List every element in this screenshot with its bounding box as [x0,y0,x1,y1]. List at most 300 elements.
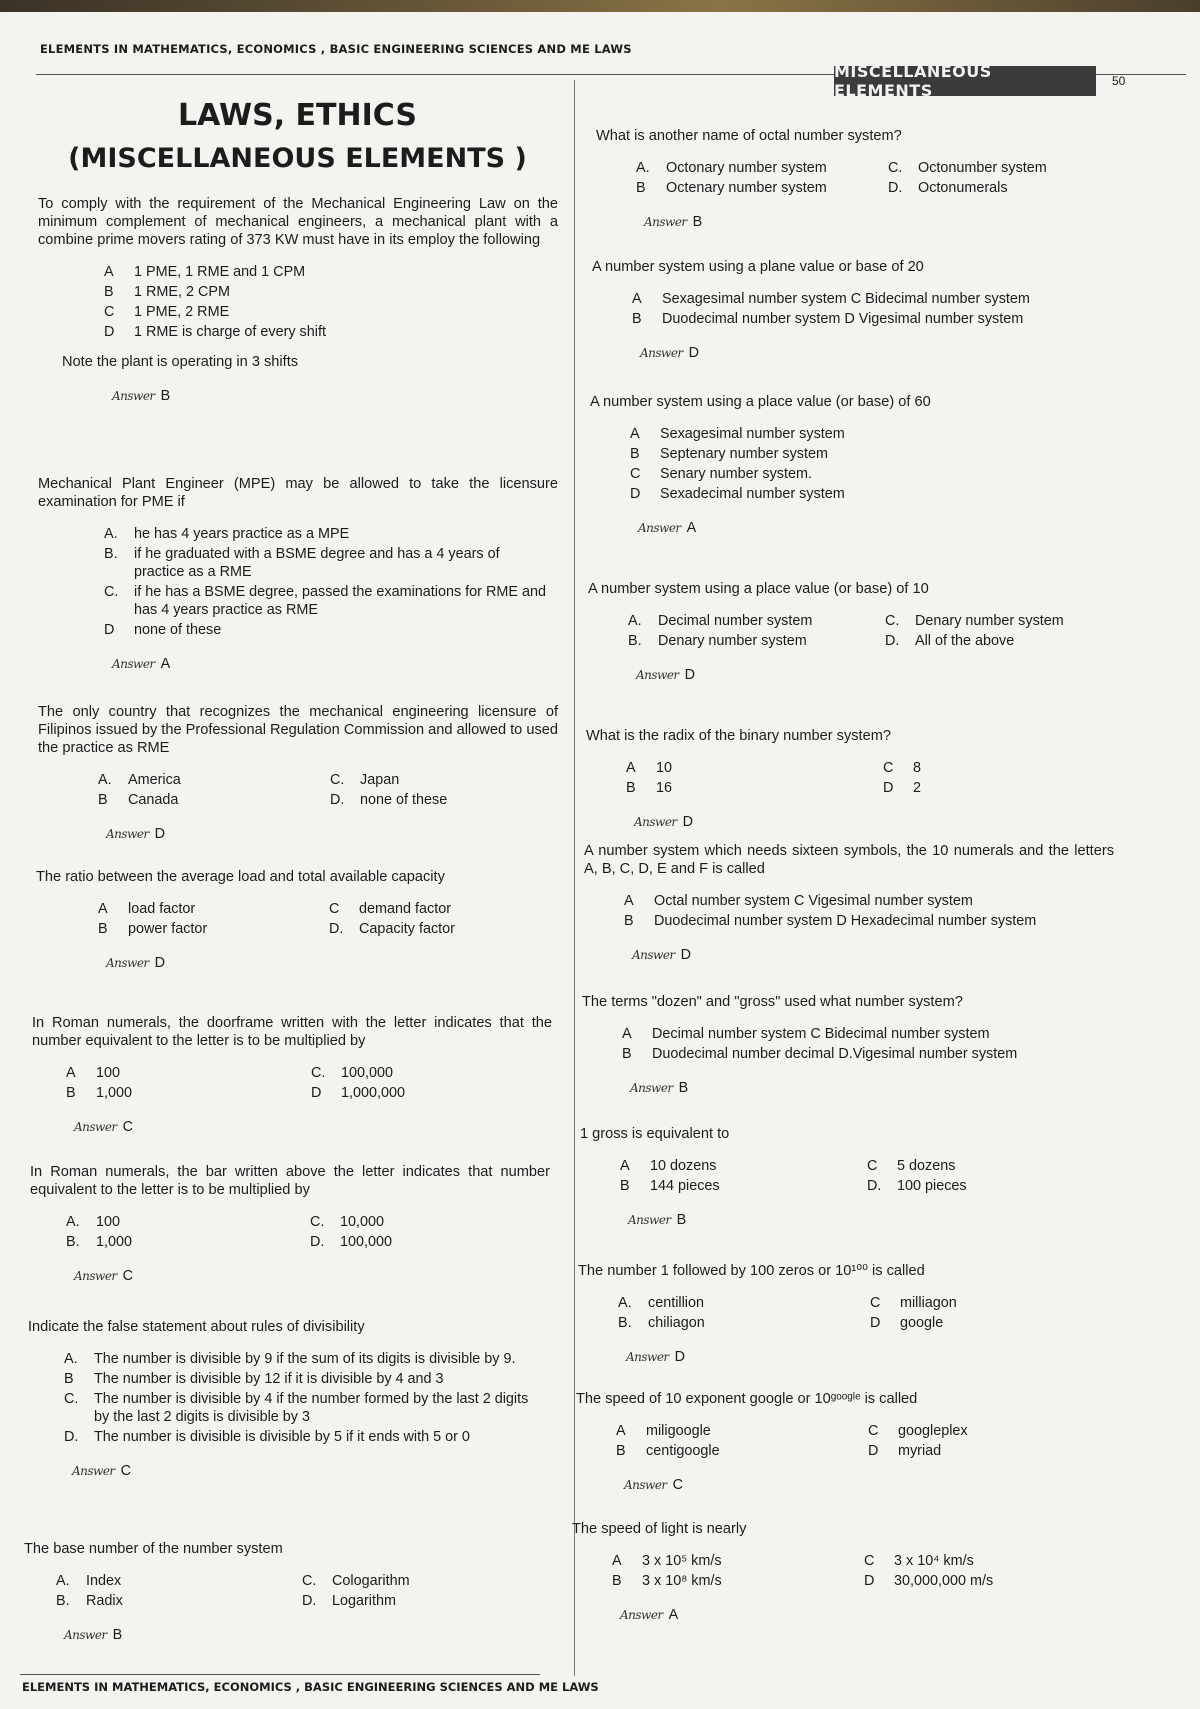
option-letter: C [630,466,641,482]
answer-letter: B [112,1627,123,1643]
option-text: Index [86,1573,122,1589]
option-4 [311,1084,542,1102]
option-2 [883,759,1126,777]
option-text: 144 pieces [650,1178,720,1194]
option-letter: A [626,760,636,776]
option-letter: D [104,324,115,340]
option-letter: D [630,486,641,502]
answer-key [624,1476,1116,1494]
option-text: Octonary number system [666,160,827,176]
option-text: 1,000 [96,1085,133,1101]
question-item [586,727,1136,831]
option-letter: A. [56,1573,70,1589]
answer-options [628,612,1128,650]
answer-key [638,519,1140,537]
answer-options [612,1552,1102,1590]
option-letter: D. [310,1234,325,1250]
option-4 [868,1442,1106,1460]
option-4 [64,1428,538,1446]
option-text: 10 dozens [650,1158,717,1174]
answer-letter: D [688,345,700,361]
answer-letter: D [154,955,166,971]
question-text: In Roman numerals, the bar written above the letter indicates that number equivalent to the letter is to be multiplied by [30,1164,550,1198]
option-2 [624,912,1104,930]
question-item [24,1540,544,1644]
option-text: Logarithm [332,1593,396,1609]
option-text: 3 x 10⁵ km/s [642,1553,722,1569]
top-edge-band [0,0,1200,12]
option-letter: B [620,1178,630,1194]
option-text: Octonumerals [918,180,1008,196]
option-3 [618,1314,856,1332]
option-text: 30,000,000 m/s [894,1573,994,1589]
answer-key [112,655,558,673]
question-item [590,393,1140,537]
question-item [572,1520,1112,1624]
option-letter: A [624,893,634,909]
option-2 [868,1422,1106,1440]
option-3 [630,465,1130,483]
option-text: 1 PME, 2 RME [134,304,230,320]
answer-label: Answer [112,657,155,671]
option-letter: B. [66,1234,80,1250]
option-text: Denary number system [915,613,1064,629]
option-text: Sexagesimal number system [660,426,845,442]
option-text: milliagon [900,1295,957,1311]
option-2 [632,310,1132,328]
option-letter: D. [64,1429,79,1445]
answer-key [74,1118,552,1136]
option-text: if he graduated with a BSME degree and has a 4 years of practice as a RME [134,546,500,580]
option-text: chiliagon [648,1315,705,1331]
option-text: googleplex [898,1423,968,1439]
answer-options [624,892,1104,930]
option-text: Duodecimal number decimal D.Vigesimal number system [652,1046,1018,1062]
option-text: 100 [96,1065,121,1081]
answer-options [56,1572,534,1610]
option-2 [864,1552,1102,1570]
option-4 [864,1572,1102,1590]
option-text: google [900,1315,944,1331]
answer-letter: A [686,520,697,536]
option-1 [632,290,1132,308]
answer-label: Answer [72,1464,115,1478]
option-text: if he has a BSME degree, passed the examinations for RME and has 4 years practice as RME [134,584,546,618]
answer-letter: D [680,947,692,963]
option-2 [104,545,548,581]
option-text: none of these [134,622,222,638]
answer-label: Answer [628,1213,671,1227]
option-text: America [128,772,181,788]
option-letter: B [616,1443,626,1459]
option-letter: C [870,1295,881,1311]
option-text: Japan [360,772,400,788]
option-letter: A. [64,1351,78,1367]
option-1 [56,1572,288,1590]
option-letter: B [626,780,636,796]
answer-key [72,1462,548,1480]
question-text: A number system using a place value (or base) of 60 [590,394,931,410]
option-letter: C [329,901,340,917]
answer-label: Answer [630,1081,673,1095]
option-letter: D [870,1315,881,1331]
option-text: load factor [128,901,196,917]
option-text: 100 pieces [897,1178,967,1194]
option-text: 100,000 [341,1065,394,1081]
option-3 [64,1390,538,1426]
option-letter: B. [628,633,642,649]
option-3 [98,791,316,809]
option-2 [329,900,546,918]
option-text: 1 RME, 2 CPM [134,284,230,300]
option-letter: B [64,1371,74,1387]
option-text: Duodecimal number system D Vigesimal number system [662,311,1024,327]
option-letter: B [104,284,114,300]
option-4 [867,1177,1100,1195]
answer-letter: D [674,1349,686,1365]
option-text: Cologarithm [332,1573,410,1589]
option-text: 3 x 10⁴ km/s [894,1553,974,1569]
question-text: A number system which needs sixteen symbols, the 10 numerals and the letters A, B, C, D, E and F is called [584,843,1114,877]
answer-label: Answer [624,1478,667,1492]
option-2 [867,1157,1100,1175]
option-text: The number is divisible by 9 if the sum of its digits is divisible by 9. [94,1351,516,1367]
option-text: Radix [86,1593,123,1609]
option-text: 8 [913,760,922,776]
option-letter: C [867,1158,878,1174]
option-text: Canada [128,792,179,808]
answer-options [622,1025,1102,1063]
option-1 [98,771,316,789]
answer-letter: B [160,388,171,404]
option-text: Decimal number system C Bidecimal number system [652,1026,990,1042]
option-letter: A. [66,1214,80,1230]
footer-rule [20,1674,540,1675]
question-text: What is the radix of the binary number system? [586,728,891,744]
question-item [36,868,556,972]
option-letter: A. [104,526,118,542]
option-text: centigoogle [646,1443,720,1459]
answer-key [64,1626,544,1644]
option-letter: A. [618,1295,632,1311]
option-text: 10 [656,760,673,776]
option-1 [618,1294,856,1312]
option-letter: C. [311,1065,326,1081]
option-text: 5 dozens [897,1158,956,1174]
option-letter: A [98,901,108,917]
option-3 [104,583,548,619]
answer-label: Answer [106,956,149,970]
option-1 [622,1025,1102,1043]
option-text: 1 RME is charge of every shift [134,324,326,340]
option-letter: A [66,1065,76,1081]
option-letter: B [630,446,640,462]
option-text: 1,000,000 [341,1085,406,1101]
option-text: Senary number system. [660,466,812,482]
option-4 [630,485,1130,503]
option-text: All of the above [915,633,1015,649]
option-text: 3 x 10⁸ km/s [642,1573,722,1589]
option-1 [104,525,548,543]
option-letter: D [868,1443,879,1459]
question-item [580,1125,1110,1229]
answer-options [104,263,548,341]
option-text: 1,000 [96,1234,133,1250]
option-letter: A. [636,160,650,176]
option-letter: D. [867,1178,882,1194]
option-1 [630,425,1130,443]
option-letter: B. [618,1315,632,1331]
option-letter: C. [302,1573,317,1589]
answer-key [630,1079,1112,1097]
question-item [38,195,558,405]
option-text: myriad [898,1443,942,1459]
question-text: The base number of the number system [24,1541,283,1557]
option-2 [622,1045,1102,1063]
answer-label: Answer [106,827,149,841]
option-4 [885,632,1128,650]
answer-key [106,954,556,972]
answer-letter: B [692,214,703,230]
answer-label: Answer [626,1350,669,1364]
option-1 [628,612,871,630]
question-text: What is another name of octal number system? [596,128,902,144]
option-letter: B [636,180,646,196]
question-item [32,1014,552,1136]
option-text: he has 4 years practice as a MPE [134,526,350,542]
option-2 [330,771,548,789]
answer-letter: C [122,1268,134,1284]
question-item [582,993,1112,1097]
question-text: The speed of light is nearly [572,1521,747,1537]
option-letter: A [616,1423,626,1439]
option-letter: B. [56,1593,70,1609]
option-text: miligoogle [646,1423,711,1439]
option-letter: C. [310,1214,325,1230]
answer-key [74,1267,550,1285]
option-text: 10,000 [340,1214,385,1230]
answer-label: Answer [634,815,677,829]
option-2 [302,1572,534,1590]
answer-letter: D [154,826,166,842]
option-text: power factor [128,921,208,937]
option-letter: C. [885,613,900,629]
question-note: Note the plant is operating in 3 shifts [62,354,299,370]
option-text: 16 [656,780,673,796]
question-text: 1 gross is equivalent to [580,1126,730,1142]
option-text: The number is divisible is divisible by 5 if it ends with 5 or 0 [94,1429,470,1445]
option-text: 1 PME, 1 RME and 1 CPM [134,264,306,280]
option-letter: A. [628,613,642,629]
answer-options [618,1294,1108,1332]
running-footer: ELEMENTS IN MATHEMATICS, ECONOMICS , BASIC ENGINEERING SCIENCES AND ME LAWS [22,1680,599,1694]
answer-key [112,387,558,405]
option-letter: A. [98,772,112,788]
answer-options [626,759,1126,797]
option-text: demand factor [359,901,451,917]
answer-key [634,813,1136,831]
answer-label: Answer [632,948,675,962]
option-2 [630,445,1130,463]
answer-label: Answer [638,521,681,535]
option-text: Octonumber system [918,160,1047,176]
option-text: The number is divisible by 4 if the number formed by the last 2 digits by the last 2 digits is divisible by 3 [94,1391,529,1425]
option-3 [616,1442,854,1460]
question-item [30,1163,550,1285]
option-4 [888,179,1126,197]
option-3 [56,1592,288,1610]
option-letter: B [624,913,634,929]
option-text: Sexadecimal number system [660,486,845,502]
option-letter: D. [330,792,345,808]
option-letter: D [104,622,115,638]
option-3 [636,179,874,197]
question-item [584,842,1114,964]
option-letter: D [864,1573,875,1589]
option-1 [624,892,1104,910]
section-tab: MISCELLANEOUS ELEMENTS [834,66,1096,96]
option-2 [311,1064,542,1082]
column-divider [574,80,575,1676]
option-text: 100,000 [340,1234,393,1250]
option-4 [302,1592,534,1610]
answer-key [626,1348,1118,1366]
answer-key [632,946,1114,964]
option-2 [885,612,1128,630]
answer-key [106,825,558,843]
option-3 [626,779,869,797]
option-letter: A [620,1158,630,1174]
option-1 [636,159,874,177]
answer-key [640,344,1142,362]
option-letter: A [632,291,642,307]
option-letter: C [864,1553,875,1569]
option-1 [104,263,548,281]
question-item [38,475,558,673]
question-text: Mechanical Plant Engineer (MPE) may be allowed to take the licensure examination for PME if [38,476,558,510]
option-text: none of these [360,792,448,808]
option-1 [616,1422,854,1440]
option-letter: A [104,264,114,280]
answer-letter: A [668,1607,679,1623]
option-letter: C. [888,160,903,176]
option-4 [104,621,548,639]
question-text: The only country that recognizes the mechanical engineering licensure of Filipinos issued by the Professional Regulation Commission and allowed to used the practice as RME [38,704,558,756]
option-letter: A [612,1553,622,1569]
answer-options [104,525,548,639]
question-item [576,1390,1116,1494]
option-text: centillion [648,1295,704,1311]
answer-options [66,1064,542,1102]
option-letter: B [622,1046,632,1062]
answer-options [636,159,1126,197]
answer-letter: D [682,814,694,830]
question-text: A number system using a place value (or base) of 10 [588,581,929,597]
page-title-line1: LAWS, ETHICS [178,98,417,133]
question-item [588,580,1138,684]
answer-label: Answer [640,346,683,360]
answer-letter: C [122,1119,134,1135]
option-text: Capacity factor [359,921,455,937]
option-2 [64,1370,538,1388]
option-1 [626,759,869,777]
answer-letter: C [672,1477,684,1493]
answer-label: Answer [620,1608,663,1622]
option-text: 100 [96,1214,121,1230]
question-item [38,703,558,843]
option-3 [620,1177,853,1195]
option-letter: C [868,1423,879,1439]
option-2 [870,1294,1108,1312]
option-letter: D. [888,180,903,196]
option-letter: B [632,311,642,327]
option-2 [104,283,548,301]
question-item [596,127,1136,231]
answer-options [98,900,546,938]
option-letter: B. [104,546,118,562]
option-2 [310,1213,540,1231]
question-text: To comply with the requirement of the Mechanical Engineering Law on the minimum complement of mechanical engineers, a mechanical plant with a combine prime movers rating of 373 KW must have in its employ the following [38,196,558,248]
answer-letter: B [676,1212,687,1228]
option-1 [98,900,315,918]
answer-letter: D [684,667,696,683]
option-letter: D. [329,921,344,937]
option-4 [310,1233,540,1251]
question-text: The ratio between the average load and total available capacity [36,869,445,885]
option-letter: C. [64,1391,79,1407]
option-text: Denary number system [658,633,807,649]
answer-label: Answer [64,1628,107,1642]
option-letter: B [66,1085,76,1101]
answer-options [616,1422,1106,1460]
option-1 [620,1157,853,1175]
option-letter: B [98,921,108,937]
option-4 [329,920,546,938]
option-letter: C. [330,772,345,788]
answer-label: Answer [74,1269,117,1283]
option-letter: B [98,792,108,808]
answer-options [630,425,1130,503]
option-3 [612,1572,850,1590]
answer-letter: C [120,1463,132,1479]
option-letter: D. [885,633,900,649]
option-3 [98,920,315,938]
answer-options [66,1213,540,1251]
option-2 [888,159,1126,177]
answer-letter: A [160,656,171,672]
option-4 [883,779,1126,797]
option-1 [64,1350,538,1368]
answer-key [620,1606,1112,1624]
option-letter: C [104,304,115,320]
option-4 [870,1314,1108,1332]
option-letter: D. [302,1593,317,1609]
option-text: The number is divisible by 12 if it is divisible by 4 and 3 [94,1371,444,1387]
option-3 [66,1233,296,1251]
option-4 [330,791,548,809]
page-number: 50 [1112,74,1126,88]
answer-options [620,1157,1100,1195]
option-text: Septenary number system [660,446,828,462]
option-letter: C. [104,584,119,600]
option-text: Decimal number system [658,613,813,629]
answer-label: Answer [636,668,679,682]
option-1 [66,1064,297,1082]
option-3 [628,632,871,650]
question-item [28,1318,548,1480]
answer-key [644,213,1136,231]
question-text: The speed of 10 exponent google or 10ᵍᵒᵒᵍˡᵉ is called [576,1391,918,1407]
